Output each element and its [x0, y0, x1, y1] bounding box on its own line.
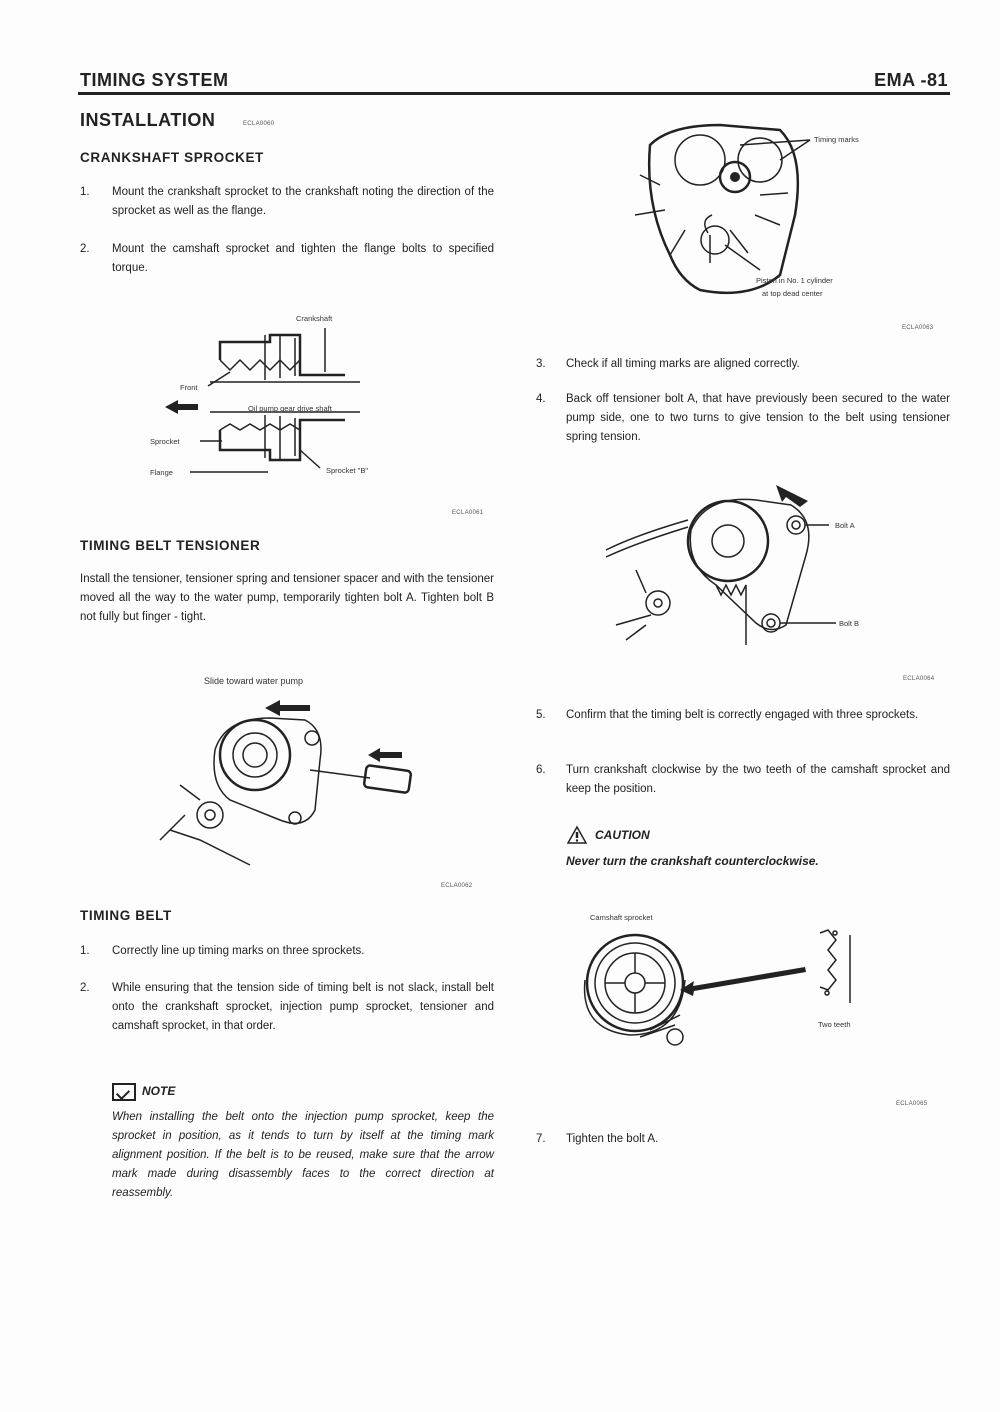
timing-belt-step-2	[80, 979, 494, 1036]
idler-pulley	[197, 802, 223, 828]
step-number: 7.	[536, 1133, 546, 1145]
oil-pump-label: Oil pump gear drive shaft	[248, 404, 332, 413]
crankshaft-sprocket-figure	[140, 300, 440, 500]
camshaft-teeth-figure	[580, 925, 880, 1075]
timing-belt-step-4	[536, 390, 950, 447]
timing-marks-leader	[740, 140, 810, 160]
sprocket-lower-section	[210, 412, 360, 460]
belt-line	[160, 785, 250, 865]
bolt-a	[787, 516, 805, 534]
slide-label: Slide toward water pump	[204, 676, 304, 686]
timing-belt-step-5	[536, 706, 950, 725]
step-text: Turn crankshaft clockwise by the two teeth of the camshaft sprocket and keep the position.	[566, 764, 950, 795]
header-rule	[78, 92, 950, 95]
bolt-a	[305, 731, 319, 745]
flange-label: Flange	[150, 468, 173, 477]
step-number: 2.	[80, 243, 90, 255]
piston-leader	[725, 245, 760, 270]
timing-marks-figure	[630, 115, 960, 315]
page-number: EMA -81	[874, 70, 948, 90]
caution-icon	[566, 825, 588, 845]
section-title: TIMING SYSTEM	[80, 70, 229, 90]
slide-arrow	[265, 700, 310, 716]
timing-belt-step-3	[536, 355, 950, 374]
step-number: 2.	[80, 982, 90, 994]
front-label: Front	[180, 383, 198, 392]
idler-pulley	[667, 1029, 683, 1045]
step-text: Check if all timing marks are aligned correctly.	[566, 358, 800, 370]
step-number: 1.	[80, 945, 90, 957]
step-text: Back off tensioner bolt A, that have previously been secured to the water pump side, one to two turns to give tension to the belt using tensioner spring tension.	[566, 393, 950, 443]
note-icon	[112, 1083, 136, 1101]
two-teeth-icon	[820, 930, 850, 1003]
timing-belt-line	[606, 520, 688, 557]
step-number: 5.	[536, 709, 546, 721]
note-title: NOTE	[142, 1084, 176, 1098]
step-text: While ensuring that the tension side of timing belt is not slack, install belt onto the crankshaft sprocket, injection pump sprocket, tensioner and camshaft sprocket, in that order.	[112, 982, 494, 1032]
step-number: 4.	[536, 393, 546, 405]
figure-code: ECLA0065	[896, 1101, 928, 1107]
tensioner-figure	[140, 690, 440, 870]
piston-label-line1: Piston in No. 1 cylinder	[756, 276, 833, 285]
tensioner-text: Install the tensioner, tensioner spring and tensioner spacer and with the tensioner moved all the way to the water pump, temporarily tighten bolt A. Tighten bolt B not fully but finger - tight.	[80, 573, 494, 623]
step-text: Confirm that the timing belt is correctly engaged with three sprockets.	[566, 709, 919, 721]
caution-title: CAUTION	[595, 828, 650, 842]
step-number: 6.	[536, 764, 546, 776]
installation-code: ECLA0060	[243, 121, 275, 127]
bolt-a-label: Bolt A	[835, 521, 855, 530]
caution-text: Never turn the crankshaft counterclockwise.	[566, 854, 819, 868]
crankshaft-sprocket	[701, 226, 729, 254]
idler-pulley	[646, 591, 670, 615]
two-teeth-label: Two teeth	[818, 1020, 851, 1029]
camshaft-sprocket	[587, 935, 683, 1031]
bolt-b-label: Bolt B	[839, 619, 860, 628]
figure-code: ECLA0063	[902, 325, 934, 331]
bolt-b	[289, 812, 301, 824]
timing-marks-label: Timing marks	[814, 135, 859, 144]
installation-heading: INSTALLATION	[80, 110, 216, 130]
step-number: 3.	[536, 358, 546, 370]
crankshaft-sprocket-heading: CRANKSHAFT SPROCKET	[80, 150, 264, 165]
timing-belt-heading: TIMING BELT	[80, 908, 172, 923]
sprocket-b-label: Sprocket "B"	[326, 466, 369, 475]
step-text: Correctly line up timing marks on three sprockets.	[112, 945, 365, 957]
fan-icon	[635, 175, 788, 263]
timing-belt-step-6	[536, 761, 950, 799]
tensioner-bracket	[214, 718, 321, 823]
step-text: Mount the crankshaft sprocket to the crankshaft noting the direction of the sprocket as well as the flange.	[112, 186, 494, 217]
sprocket-upper-section	[210, 335, 360, 382]
tensioner-pulley	[220, 720, 290, 790]
crankshaft-label: Crankshaft	[296, 314, 333, 323]
figure-code: ECLA0061	[452, 510, 484, 516]
figure-code: ECLA0064	[903, 676, 935, 682]
front-leader	[208, 372, 230, 386]
step-text: Tighten the bolt A.	[566, 1133, 659, 1145]
camshaft-sprocket-label: Camshaft sprocket	[590, 913, 653, 922]
front-arrow	[165, 400, 198, 414]
figure-code: ECLA0062	[441, 883, 473, 889]
piston-label-line2: at top dead center	[762, 289, 823, 298]
sprocket-label: Sprocket	[150, 437, 180, 446]
timing-belt-step-7	[536, 1130, 950, 1149]
sprocket-b-leader	[300, 450, 320, 468]
step-number: 1.	[80, 186, 90, 198]
timing-belt-step-1	[80, 942, 494, 961]
camshaft-sprocket	[675, 135, 725, 185]
tensioner-bracket	[690, 499, 809, 629]
tensioner-heading: TIMING BELT TENSIONER	[80, 538, 261, 553]
note-text: When installing the belt onto the injection pump sprocket, keep the sprocket in position, as it tends to turn by itself at the timing mark alignment position. If the belt is to be reused, make sure that the arrow mark made during disassembly faces to the correct direction at reassembly.	[112, 1111, 494, 1199]
spring	[716, 585, 746, 645]
step-text: Mount the camshaft sprocket and tighten the flange bolts to specified torque.	[112, 243, 494, 274]
push-arrow	[368, 748, 402, 762]
screwdriver-icon	[310, 765, 411, 793]
crankshaft-step-2	[80, 240, 494, 278]
crankshaft-step-1	[80, 183, 494, 221]
tensioner-pulley	[688, 501, 768, 581]
pointer-arrow	[680, 967, 806, 996]
